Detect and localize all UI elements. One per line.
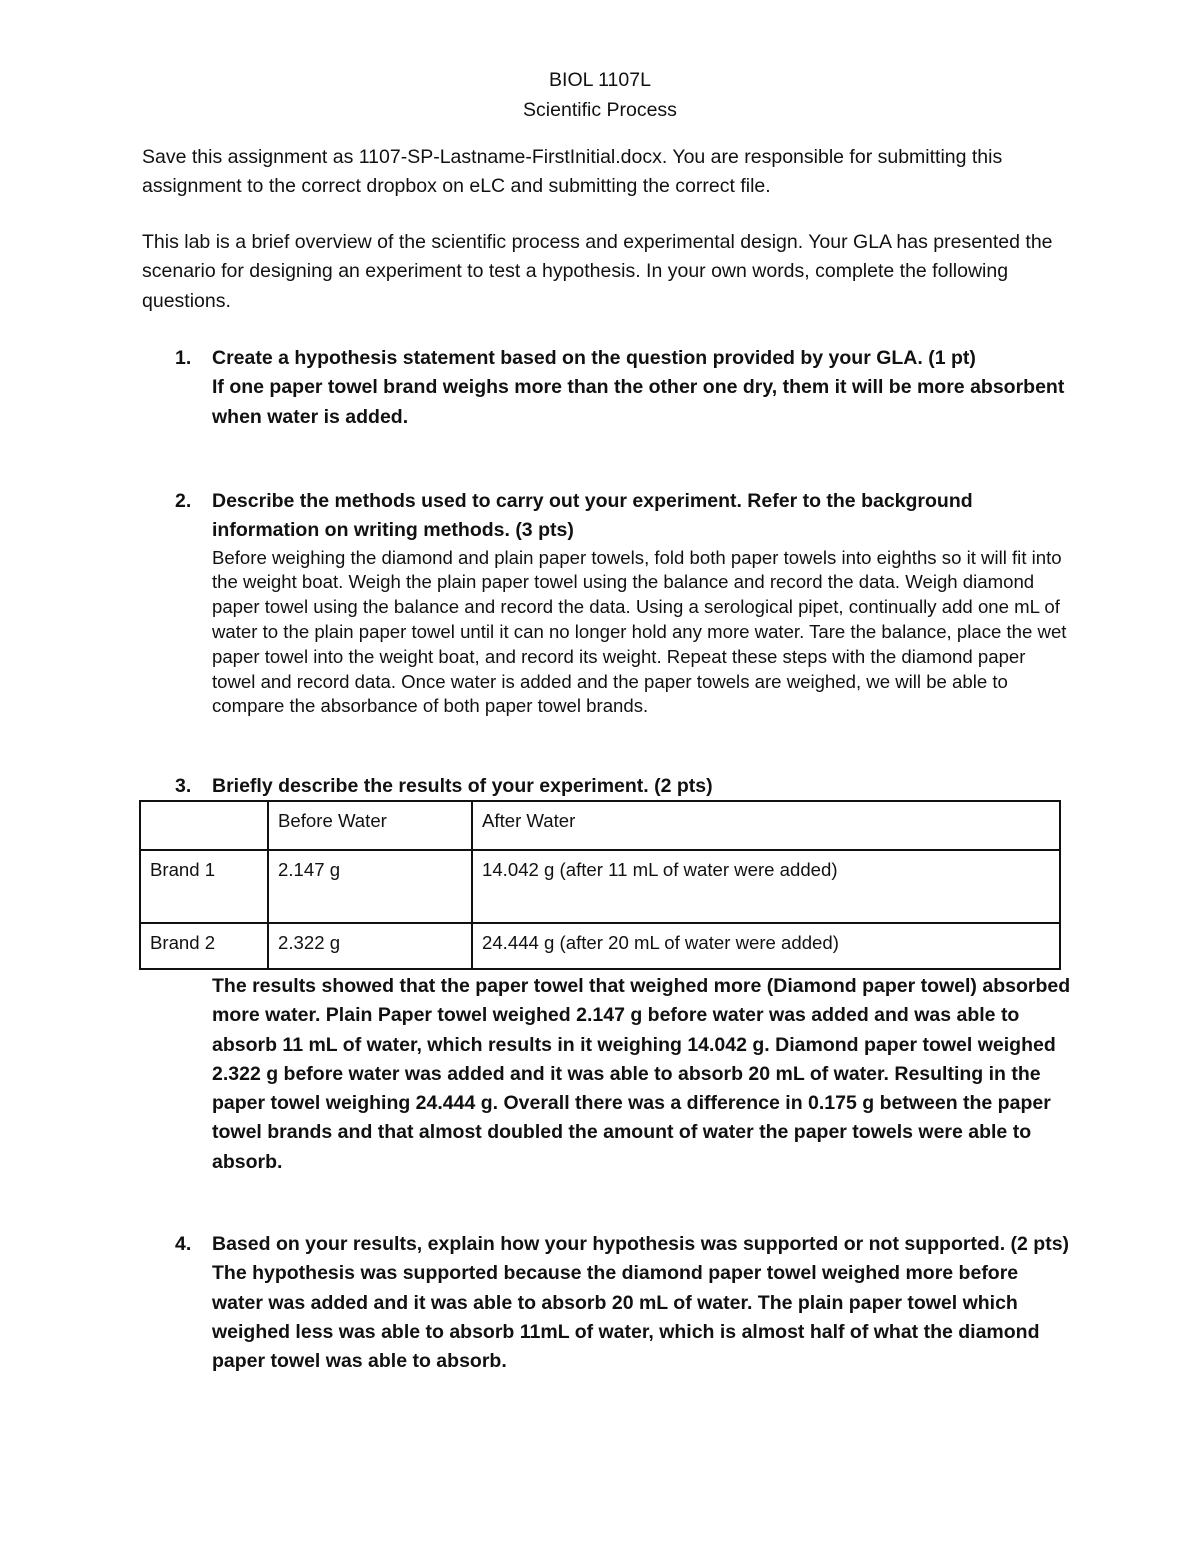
- table-header-row: [140, 801, 1060, 850]
- question-number: 3.: [175, 775, 192, 797]
- hypothesis-answer: If one paper towel brand weighs more than the other one dry, them it will be more absorbent when water is added.: [212, 376, 1065, 428]
- methods-answer: Before weighing the diamond and plain paper towels, fold both paper towels into eighths so it will fit into the weight boat. Weigh the plain paper towel using the balance and record the data. Weigh diamond paper towel using the balance and record the data. Using a serological pipet, continually add one mL of water to the plain paper towel until it can no longer hold any more water. Tare the balance, place the wet paper towel into the weight boat, and record its weight. Repeat these steps with the diamond paper towel and record data. Once water is added and the paper towels are weighed, we will be able to compare the absorbance of both paper towel brands.: [212, 546, 1067, 717]
- document-title: Scientific Process: [523, 98, 677, 121]
- question-prompt: Briefly describe the results of your experiment. (2 pts): [212, 775, 713, 797]
- conclusion-answer: The hypothesis was supported because the diamond paper towel weighed more before water was added and it was able to absorb 20 mL of water. The plain paper towel which weighed less was able to absorb 11mL of water, which is almost half of what the diamond paper towel was able to absorb.: [212, 1262, 1040, 1373]
- table-cell: 2.322 g: [268, 923, 472, 969]
- question-prompt: Create a hypothesis statement based on the question provided by your GLA. (1 pt): [212, 347, 976, 369]
- question-number: 4.: [175, 1233, 192, 1255]
- question-4: [175, 1230, 1070, 1376]
- question-1: [175, 344, 1070, 432]
- table-header-cell: Before Water: [268, 801, 472, 850]
- table-header-cell: [140, 801, 268, 850]
- question-prompt: Describe the methods used to carry out your experiment. Refer to the background information on writing methods. (3 pts): [212, 490, 973, 542]
- question-3: [175, 772, 1070, 801]
- table-row: [140, 850, 1060, 923]
- question-number: 2.: [175, 490, 192, 512]
- lab-overview: This lab is a brief overview of the scientific process and experimental design. Your GLA has presented the scenario for designing an experiment to test a hypothesis. In your own words, complete the following questions.: [142, 231, 1053, 312]
- question-2: [175, 487, 1070, 719]
- table-cell: 2.147 g: [268, 850, 472, 923]
- table-header-cell: After Water: [472, 801, 1060, 850]
- document-header: [0, 66, 1200, 125]
- table-row: [140, 923, 1060, 969]
- question-prompt: Based on your results, explain how your hypothesis was supported or not supported. (2 pts): [212, 1233, 1070, 1255]
- table-cell: Brand 2: [140, 923, 268, 969]
- results-answer: The results showed that the paper towel that weighed more (Diamond paper towel) absorbed more water. Plain Paper towel weighed 2.147 g before water was added and was able to absorb 11 mL of water, which results in it weighing 14.042 g. Diamond paper towel weighed 2.322 g before water was added and it was able to absorb 20 mL of water. Resulting in the paper towel weighing 24.444 g. Overall there was a difference in 0.175 g between the paper towel brands and that almost doubled the amount of water the paper towels were able to absorb.: [212, 975, 1071, 1173]
- course-code: BIOL 1107L: [549, 69, 651, 91]
- table-cell: Brand 1: [140, 850, 268, 923]
- table-cell: 14.042 g (after 11 mL of water were added): [472, 850, 1060, 923]
- table-cell: 24.444 g (after 20 mL of water were added): [472, 923, 1060, 969]
- save-instructions: Save this assignment as 1107-SP-Lastname-FirstInitial.docx. You are responsible for submitting this assignment to the correct dropbox on eLC and submitting the correct file.: [142, 146, 1003, 198]
- results-table: [139, 800, 1061, 970]
- question-number: 1.: [175, 347, 192, 369]
